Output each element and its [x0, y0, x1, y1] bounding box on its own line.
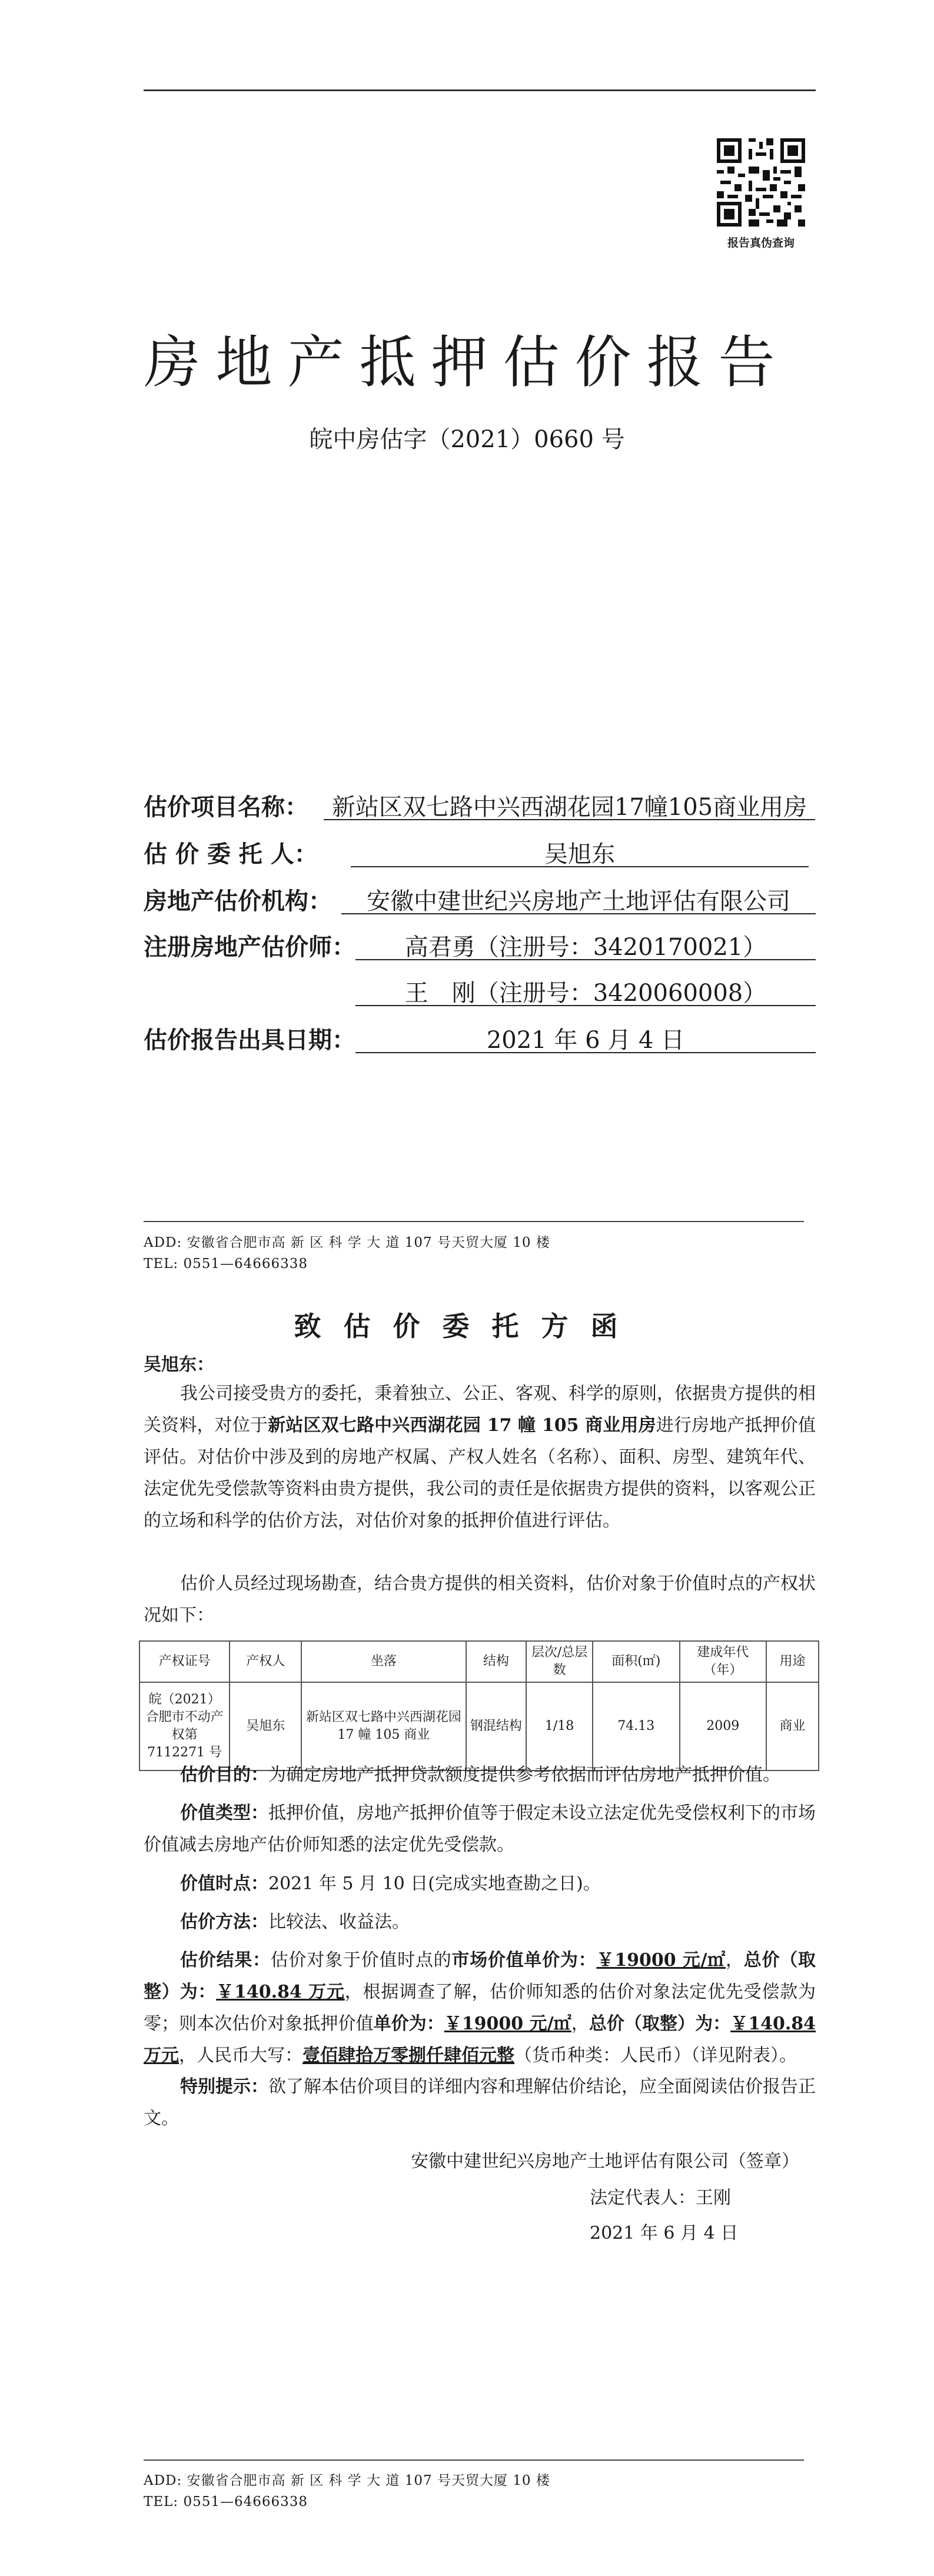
col-header: 结构	[466, 1641, 527, 1682]
tip-text: 欲了解本估价项目的详细内容和理解估价结论，应全面阅读估价报告正文。	[144, 2076, 816, 2129]
field-appraiser-1	[144, 928, 816, 964]
company-signature: 安徽中建世纪兴房地产土地评估有限公司（签章）	[411, 2151, 799, 2172]
col-header: 层次/总层数	[526, 1641, 593, 1682]
result-label: 估价结果：	[180, 1950, 271, 1971]
field-appraiser-2	[144, 974, 816, 1010]
cell-floor: 1/18	[526, 1682, 593, 1770]
tip-label: 特别提示：	[180, 2076, 268, 2097]
p1-property: 新站区双七路中兴西湖花园 17 幢 105 商业用房	[268, 1415, 656, 1436]
purpose-text: 为确定房地产抵押贷款额度提供参考依据而评估房地产抵押价值。	[268, 1765, 780, 1785]
tip-paragraph	[144, 2071, 816, 2135]
cell-structure: 钢混结构	[466, 1682, 527, 1770]
value-date-text: 2021 年 5 月 10 日(完成实地查勘之日)。	[268, 1873, 601, 1894]
property-table	[139, 1640, 819, 1771]
salutation: 吴旭东：	[144, 1354, 214, 1375]
mortgage-total-price: ￥140.84 万元	[144, 2013, 816, 2066]
field-project-name	[144, 788, 816, 824]
cell-area: 74.13	[593, 1682, 679, 1770]
col-header: 面积(㎡)	[593, 1641, 679, 1682]
col-header: 建成年代（年）	[680, 1641, 767, 1682]
col-header: 用途	[766, 1641, 819, 1682]
footer-rule	[144, 2459, 804, 2461]
table-row	[139, 1682, 819, 1770]
method-label: 估价方法：	[180, 1912, 268, 1932]
market-total-price: ￥140.84 万元	[216, 1982, 345, 2002]
result-text: ，	[726, 1950, 744, 1971]
sign-date: 2021 年 6 月 4 日	[590, 2223, 739, 2244]
report-number: 皖中房估字（2021）0660 号	[309, 426, 625, 453]
cell-cert-no: 皖（2021）合肥市不动产权第 7112271 号	[139, 1682, 230, 1770]
field-value: 王 刚（注册号：3420060008）	[355, 974, 816, 1006]
value-type-text: 抵押价值，房地产抵押价值等于假定未设立法定优先受偿权利下的市场价值减去房地产估价师知悉的法定优先受偿款。	[144, 1803, 816, 1855]
cell-owner: 吴旭东	[230, 1682, 301, 1770]
value-date-label: 价值时点：	[180, 1873, 268, 1894]
result-bold: 市场价值单价为：	[451, 1950, 597, 1971]
result-text: 估价对象于价值时点的	[270, 1950, 452, 1971]
table-header-row	[139, 1641, 819, 1682]
result-paragraph	[144, 1945, 816, 2072]
col-header: 产权人	[230, 1641, 301, 1682]
col-header: 产权证号	[139, 1641, 230, 1682]
footer-tel: TEL: 0551—64666338	[144, 2494, 308, 2510]
footer-rule	[144, 1221, 804, 1222]
letter-title: 致估价委托方函	[294, 1310, 640, 1342]
field-value: 高君勇（注册号：3420170021）	[355, 928, 816, 960]
footer-tel: TEL: 0551—64666338	[144, 1256, 308, 1272]
cell-usage: 商业	[766, 1682, 819, 1770]
purpose-label: 估价目的：	[180, 1765, 268, 1785]
field-label: 估价报告出具日期：	[144, 1026, 355, 1054]
qr-caption: 报告真伪查询	[727, 237, 795, 249]
result-text: （货币种类：人民币）（详见附表）。	[514, 2045, 797, 2066]
value-type-paragraph	[144, 1798, 816, 1861]
value-type-label: 价值类型：	[180, 1803, 268, 1823]
report-title: 房地产抵押估价报告	[144, 330, 790, 395]
field-label: 估价项目名称：	[144, 793, 308, 821]
letter-paragraph-1	[144, 1378, 816, 1537]
mortgage-unit-price: ￥19000 元/㎡	[444, 2013, 571, 2034]
col-header: 坐落	[301, 1641, 466, 1682]
p1-text: 我公司接受贵方的委托，秉着独立、公正、客观、科学的原则，依据贵方提供的相关资料，对位于	[144, 1383, 816, 1436]
letter-paragraph-2: 估价人员经过现场勘查，结合贵方提供的相关资料，估价对象于价值时点的产权状况如下：	[144, 1573, 816, 1626]
field-client	[144, 836, 816, 871]
result-bold: 单价为：	[373, 2013, 444, 2034]
purpose-paragraph	[144, 1759, 816, 1791]
cell-year: 2009	[680, 1682, 767, 1770]
field-value: 吴旭东	[351, 836, 809, 867]
field-label: 注册房地产估价师：	[144, 933, 355, 961]
legal-representative: 法定代表人：王刚	[590, 2188, 731, 2208]
field-agency	[144, 883, 816, 918]
value-date-paragraph	[144, 1868, 816, 1900]
field-label: 估 价 委 托 人：	[144, 840, 318, 868]
field-value: 新站区双七路中兴西湖花园17幢105商业用房	[324, 788, 815, 820]
result-text: ，人民币大写：	[179, 2045, 303, 2066]
result-bold: 总价（取整）为：	[589, 2013, 731, 2034]
footer-address: ADD: 安徽省合肥市高 新 区 科 学 大 道 107 号天贸大厦 10 楼	[144, 2473, 550, 2488]
cell-location: 新站区双七路中兴西湖花园 17 幢 105 商业	[301, 1682, 466, 1770]
result-text: ，根据调查了解，估价师知悉的估价对象法定优先受偿款为零；则本次估价对象抵押价值	[144, 1982, 816, 2034]
p1-text-rest: 进行房地产抵押价值评估。对估价中涉及到的房地产权属、产权人姓名（名称）、面积、房型、建筑年代、法定优先受偿款等资料由贵方提供，我公司的责任是依据贵方提供的资料，以客观公正的立场和科学的估价方法，对估价对象的抵押价值进行评估。	[144, 1415, 816, 1531]
amount-in-words: 壹佰肆拾万零捌仟肆佰元整	[303, 2045, 514, 2066]
market-unit-price: ￥19000 元/㎡	[596, 1950, 726, 1971]
qr-code-icon[interactable]	[717, 138, 805, 227]
field-report-date	[144, 1021, 816, 1057]
field-label: 房地产估价机构：	[144, 887, 332, 915]
result-text: ，	[571, 2013, 589, 2034]
field-value: 2021 年 6 月 4 日	[355, 1021, 816, 1053]
method-text: 比较法、收益法。	[268, 1912, 410, 1932]
result-bold: 总价（取整）为：	[144, 1950, 816, 2002]
top-rule	[144, 89, 816, 91]
footer-address: ADD: 安徽省合肥市高 新 区 科 学 大 道 107 号天贸大厦 10 楼	[144, 1235, 550, 1250]
method-paragraph	[144, 1906, 816, 1938]
field-value: 安徽中建世纪兴房地产土地评估有限公司	[341, 883, 816, 914]
